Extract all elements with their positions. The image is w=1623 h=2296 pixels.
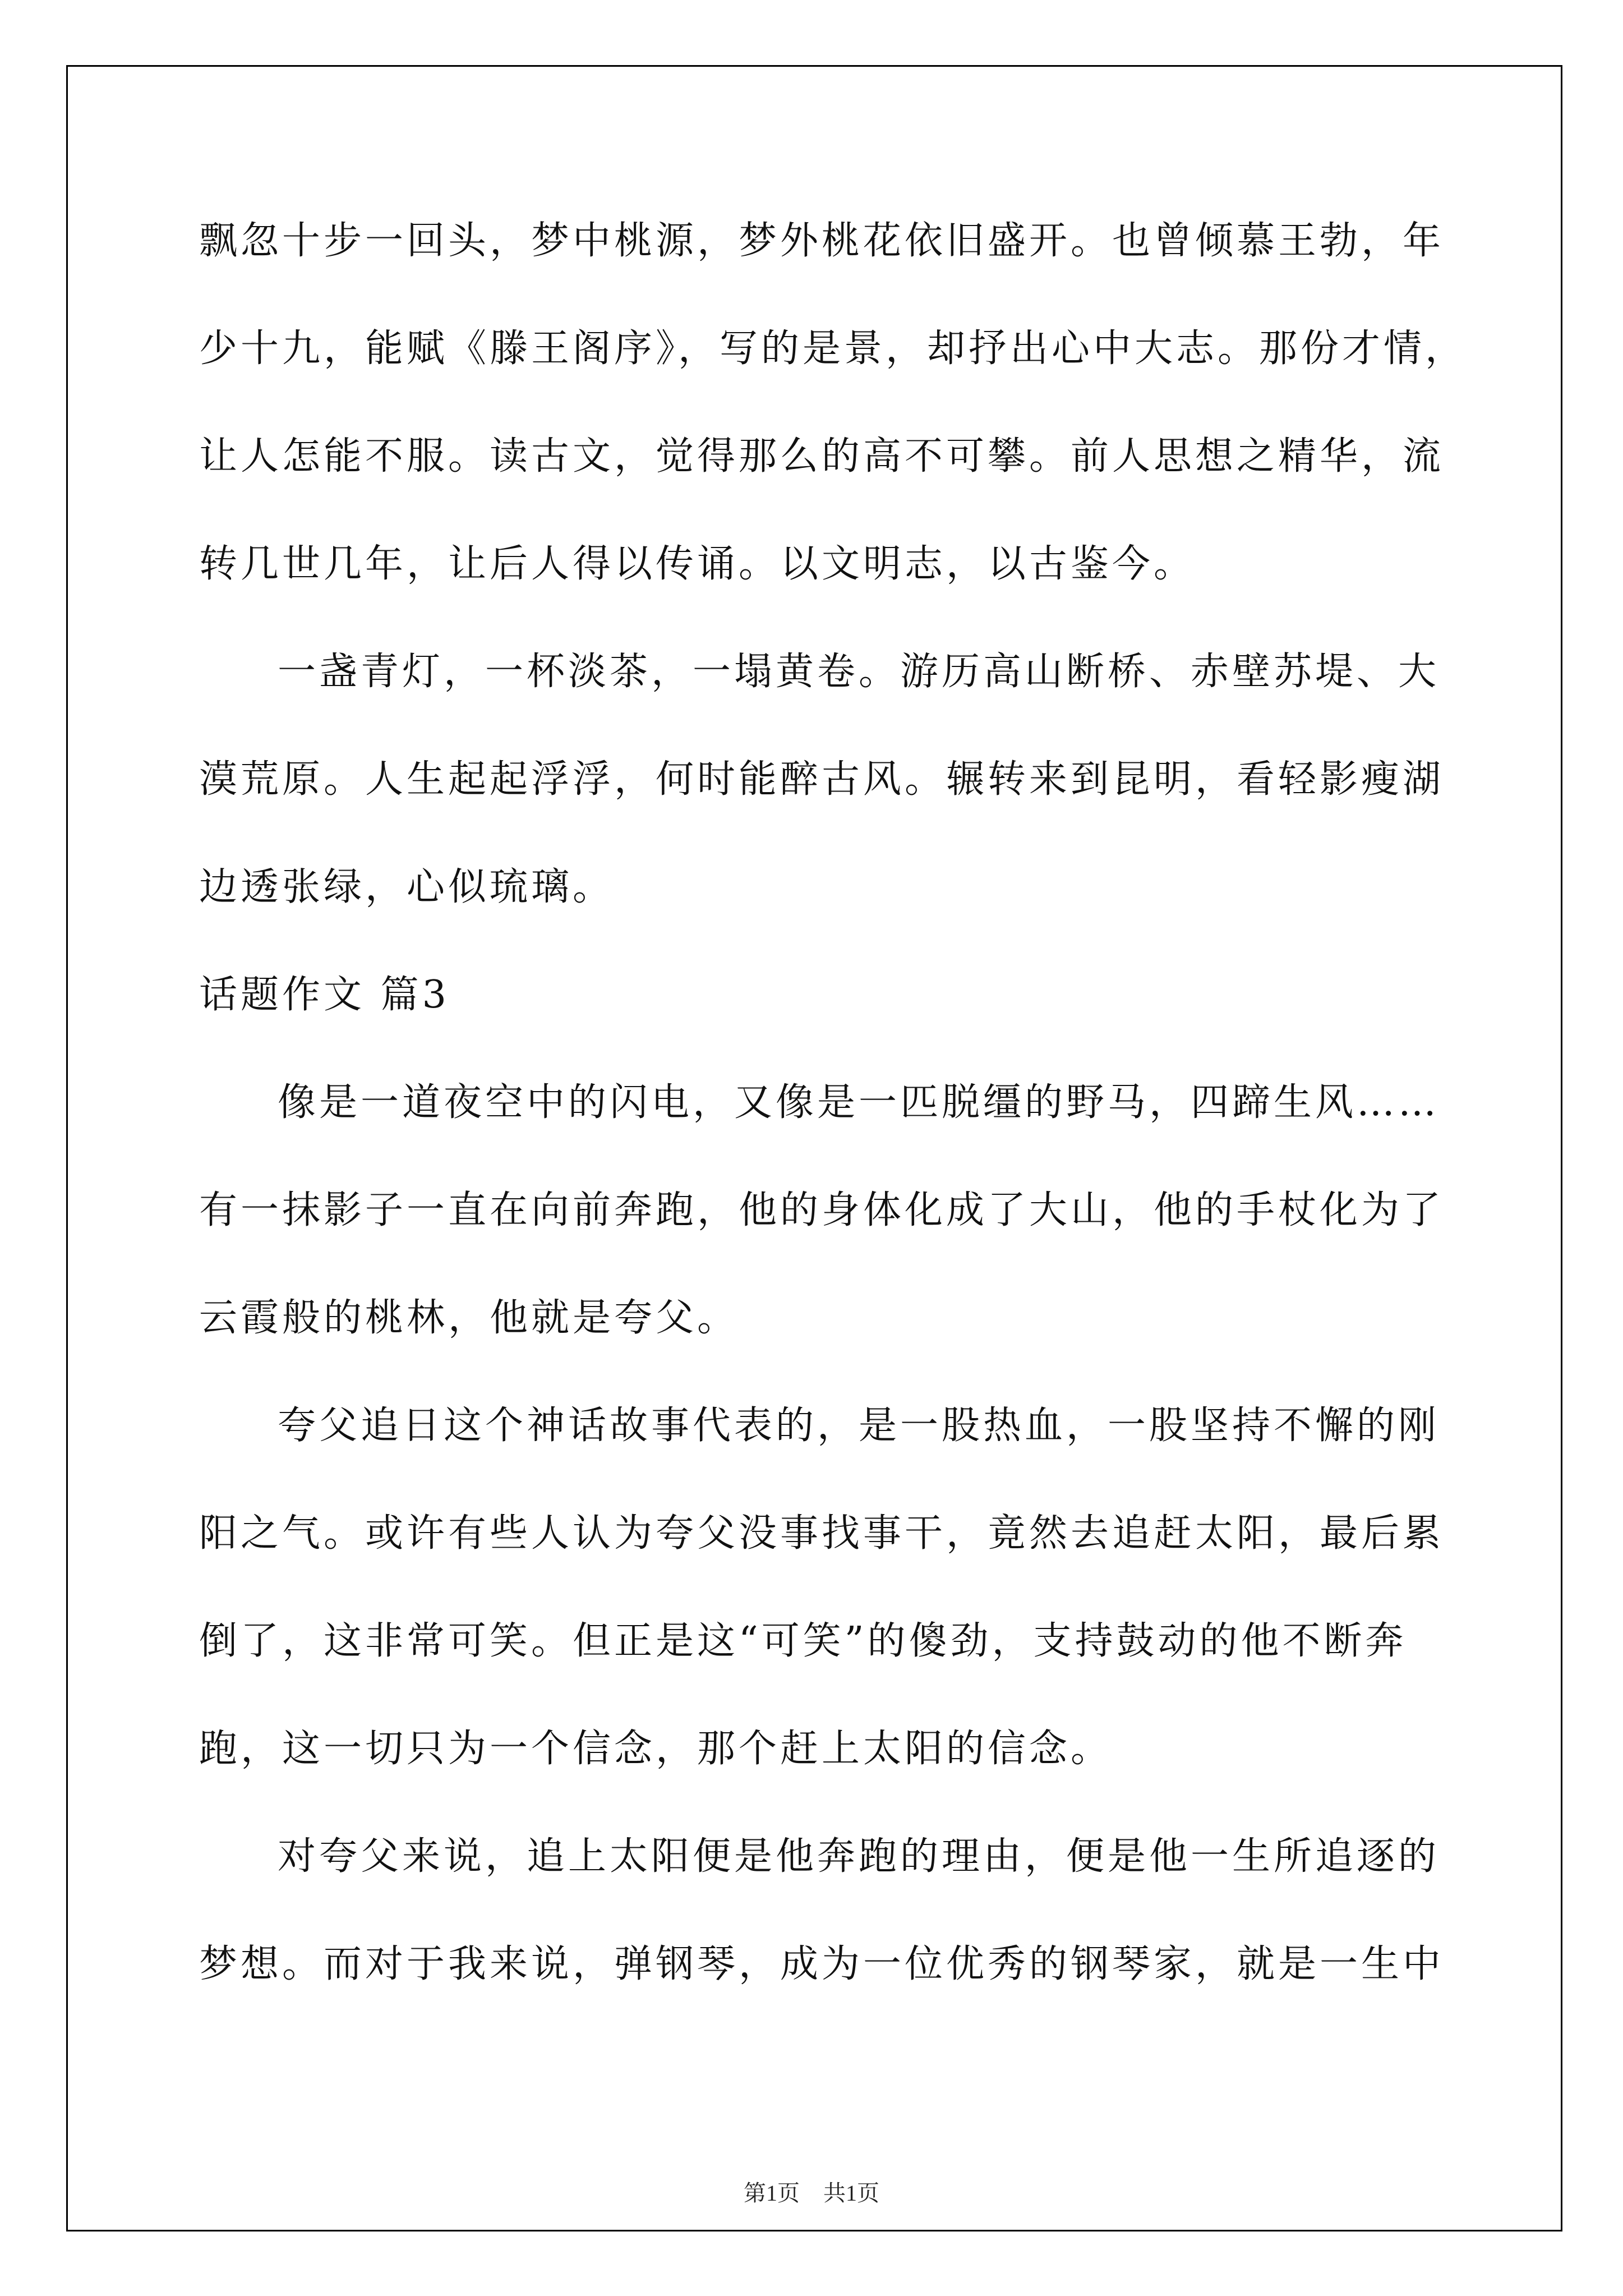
- text-line: 让人怎能不服。读古文，觉得那么的高不可攀。前人思想之精华，流: [199, 434, 1445, 478]
- text-line: 梦想。而对于我来说，弹钢琴，成为一位优秀的钢琴家，就是一生中: [199, 1942, 1445, 1986]
- text-line: 云霞般的桃林，他就是夸父。: [199, 1296, 739, 1340]
- page-footer: [0, 2175, 1623, 2207]
- page-number-current: 第1页: [744, 2180, 800, 2206]
- text-line: 少十九，能赋《滕王阁序》，写的是景，却抒出心中大志。那份才情，: [199, 326, 1467, 371]
- text-line: 转几世几年，让后人得以传诵。以文明志，以古鉴今。: [199, 542, 1196, 586]
- section-heading: 话题作文 篇3: [199, 973, 450, 1017]
- text-line: 夸父追日这个神话故事代表的，是一股热血，一股坚持不懈的刚: [278, 1404, 1440, 1448]
- text-line: 飘忽十步一回头，梦中桃源，梦外桃花依旧盛开。也曾倾慕王勃，年: [199, 219, 1445, 263]
- text-line: 跑，这一切只为一个信念，那个赶上太阳的信念。: [199, 1727, 1113, 1771]
- page-number-total: 共1页: [823, 2180, 879, 2206]
- text-line: 边透张绿，心似琉璃。: [199, 865, 615, 909]
- text-line: 漠荒原。人生起起浮浮，何时能醉古风。辗转来到昆明，看轻影瘦湖: [199, 757, 1445, 802]
- text-line: 对夸父来说，追上太阳便是他奔跑的理由，便是他一生所追逐的: [278, 1834, 1440, 1879]
- text-line: 倒了，这非常可笑。但正是这“可笑”的傻劲，支持鼓动的他不断奔: [199, 1619, 1407, 1663]
- text-line: 一盏青灯，一杯淡茶，一塌黄卷。游历高山断桥、赤壁苏堤、大: [278, 650, 1440, 694]
- document-body: [199, 208, 1467, 2039]
- text-line: 像是一道夜空中的闪电，又像是一匹脱缰的野马，四蹄生风……: [278, 1080, 1440, 1125]
- text-line: 阳之气。或许有些人认为夸父没事找事干，竟然去追赶太阳，最后累: [199, 1511, 1445, 1556]
- text-line: 有一抹影子一直在向前奔跑，他的身体化成了大山，他的手杖化为了: [199, 1188, 1445, 1232]
